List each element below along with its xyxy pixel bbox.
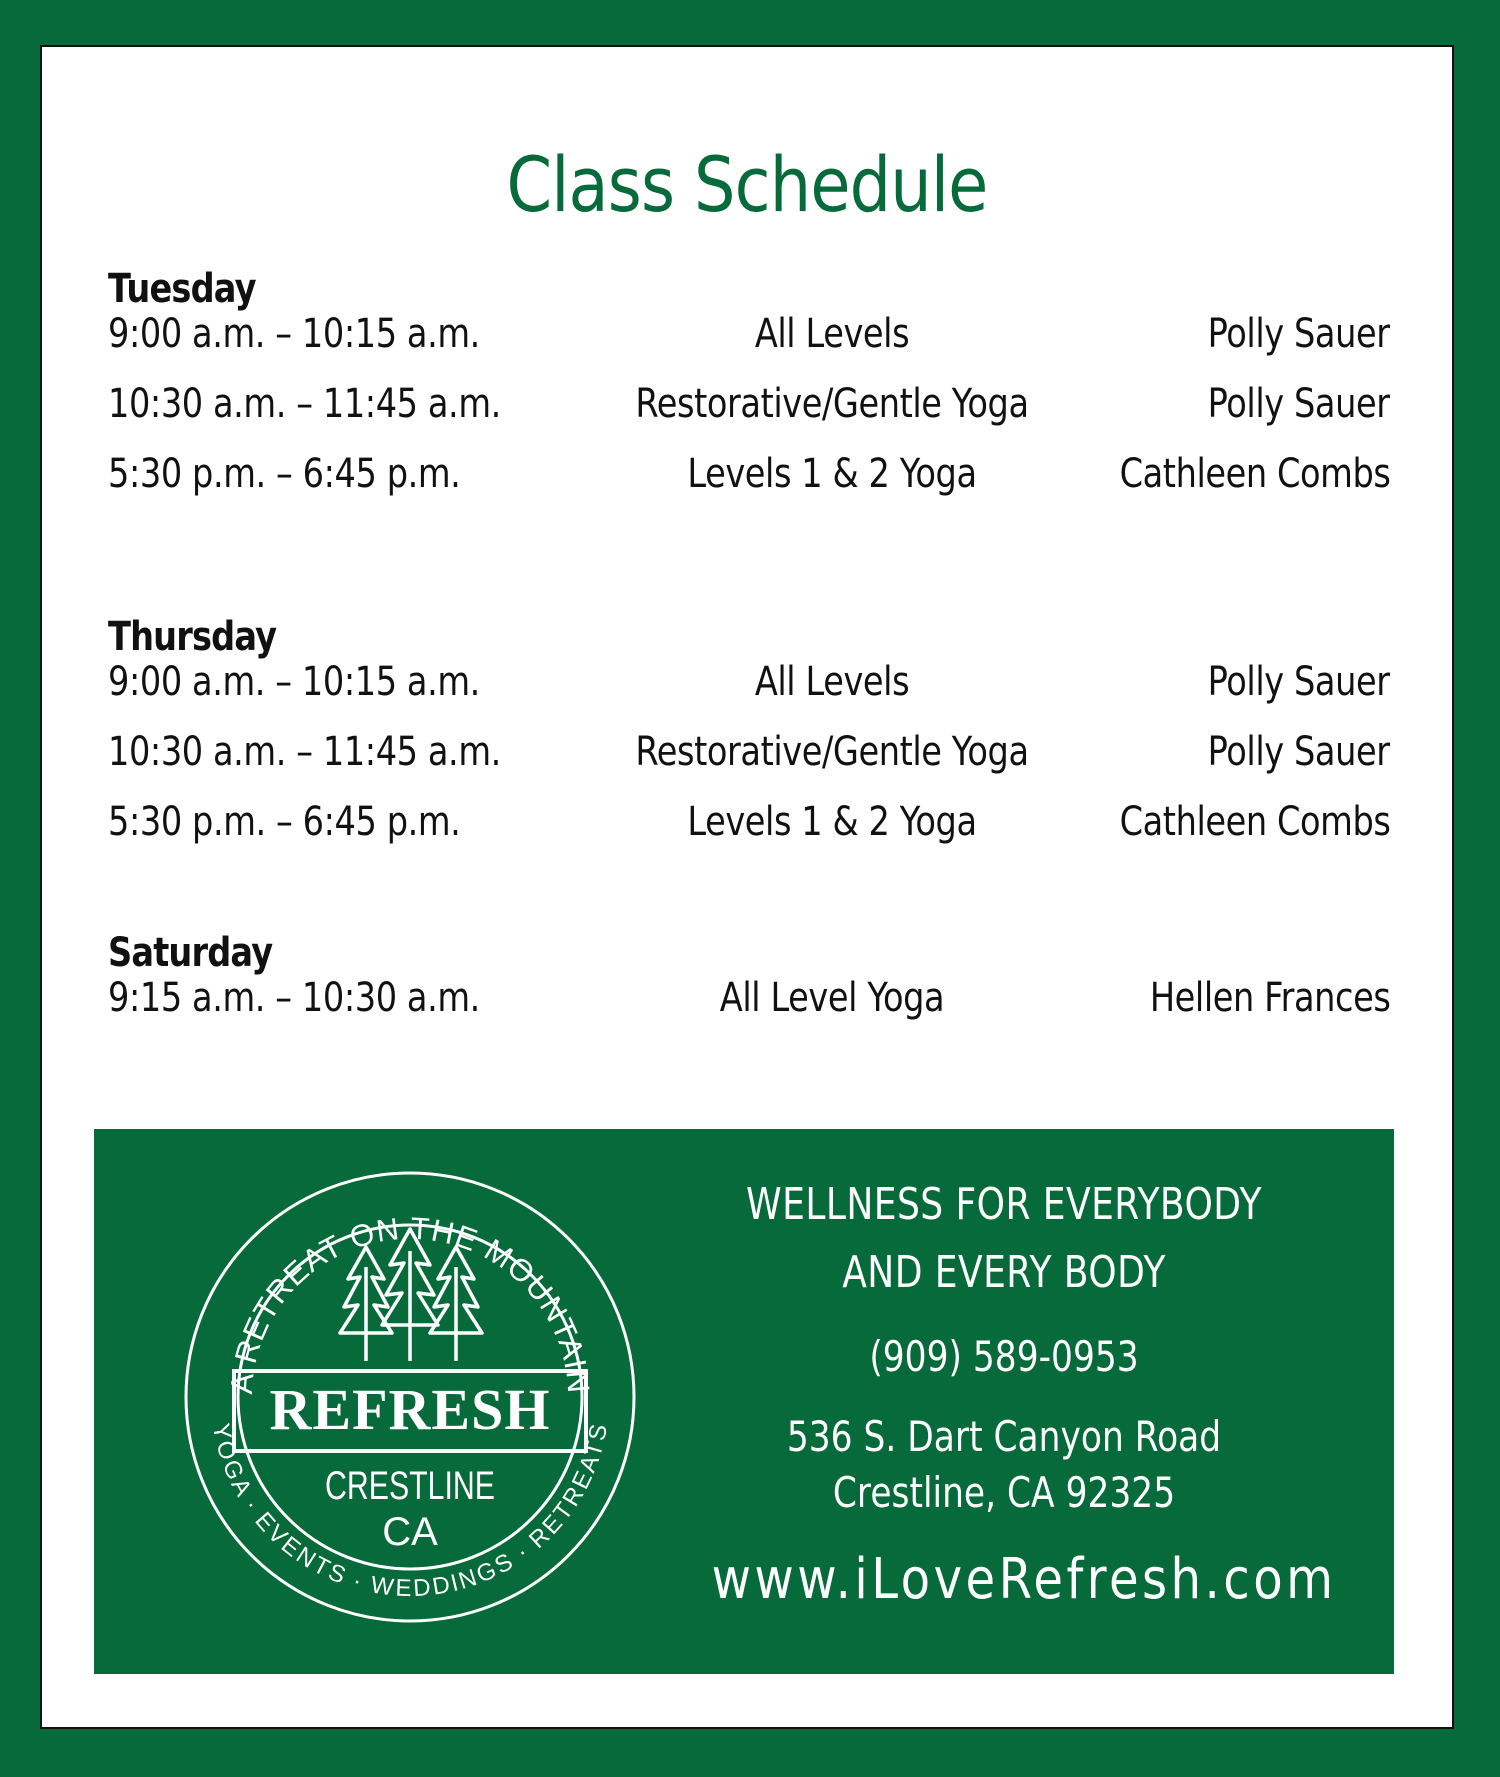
class-instructor: Polly Sauer — [1208, 659, 1390, 705]
schedule-row — [42, 379, 1452, 429]
contact-panel — [94, 1129, 1394, 1674]
day-heading-saturday: Saturday — [108, 930, 273, 976]
class-instructor: Polly Sauer — [1208, 311, 1390, 357]
logo-state: CA — [382, 1510, 438, 1554]
class-time: 9:15 a.m. – 10:30 a.m. — [108, 975, 480, 1021]
schedule-card — [40, 45, 1454, 1729]
class-name: Levels 1 & 2 Yoga — [687, 451, 977, 497]
class-time: 5:30 p.m. – 6:45 p.m. — [108, 451, 461, 497]
class-instructor: Polly Sauer — [1208, 729, 1390, 775]
tagline-line-1: WELLNESS FOR EVERYBODY — [746, 1179, 1262, 1230]
class-instructor: Cathleen Combs — [1119, 799, 1390, 845]
class-name: All Levels — [754, 311, 910, 357]
schedule-row — [42, 309, 1452, 359]
class-name: All Level Yoga — [719, 975, 945, 1021]
page-title: Class Schedule — [506, 140, 988, 229]
class-instructor: Hellen Frances — [1149, 975, 1390, 1021]
tagline-line-2: AND EVERY BODY — [842, 1247, 1166, 1298]
schedule-row — [42, 657, 1452, 707]
logo-name: REFRESH — [269, 1377, 551, 1442]
day-heading-thursday: Thursday — [108, 614, 277, 660]
class-time: 9:00 a.m. – 10:15 a.m. — [108, 659, 480, 705]
logo-top-arc-text: A RETREAT ON THE MOUNTAIN — [223, 1210, 597, 1396]
website-link[interactable]: www.iLoveRefresh.com — [711, 1547, 1337, 1612]
address-line-1: 536 S. Dart Canyon Road — [786, 1412, 1222, 1461]
contact-info — [664, 1129, 1344, 1674]
class-instructor: Cathleen Combs — [1119, 451, 1390, 497]
logo-bottom-arc-text: YOGA · EVENTS · WEDDINGS · RETREATS — [207, 1421, 613, 1602]
address-line-2: Crestline, CA 92325 — [832, 1468, 1176, 1517]
schedule-row — [42, 797, 1452, 847]
class-time: 10:30 a.m. – 11:45 a.m. — [108, 729, 501, 775]
logo-city: CRESTLINE — [325, 1464, 495, 1508]
class-name: Levels 1 & 2 Yoga — [687, 799, 977, 845]
class-time: 5:30 p.m. – 6:45 p.m. — [108, 799, 461, 845]
class-name: Restorative/Gentle Yoga — [635, 729, 1029, 775]
class-time: 10:30 a.m. – 11:45 a.m. — [108, 381, 501, 427]
class-instructor: Polly Sauer — [1208, 381, 1390, 427]
refresh-logo — [180, 1167, 640, 1627]
schedule-row — [42, 973, 1452, 1023]
phone-number[interactable]: (909) 589-0953 — [869, 1332, 1139, 1381]
schedule-row — [42, 449, 1452, 499]
class-time: 9:00 a.m. – 10:15 a.m. — [108, 311, 480, 357]
schedule-row — [42, 727, 1452, 777]
class-name: Restorative/Gentle Yoga — [635, 381, 1029, 427]
class-name: All Levels — [754, 659, 910, 705]
day-heading-tuesday: Tuesday — [108, 266, 256, 312]
